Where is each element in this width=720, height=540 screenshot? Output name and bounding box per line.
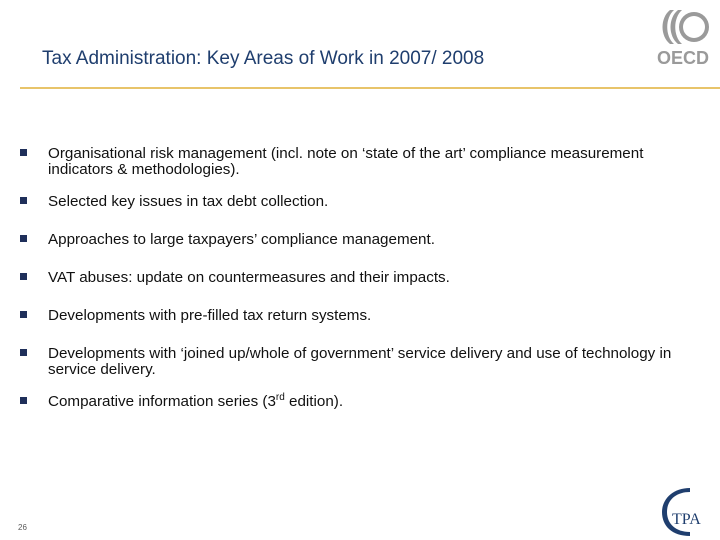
list-item [20, 146, 700, 194]
bullet-text: Approaches to large taxpayers’ compliance management. [48, 231, 435, 248]
ctpa-logo [660, 486, 716, 538]
oecd-logo [650, 4, 716, 70]
bullet-square-icon [20, 397, 27, 404]
list-item [20, 308, 700, 346]
bullet-text: Developments with pre-filled tax return systems. [48, 307, 372, 324]
oecd-logo-text: OECD [656, 48, 710, 68]
list-item [20, 270, 700, 308]
bullet-text [48, 393, 343, 410]
bullet-square-icon [20, 273, 27, 280]
list-item [20, 194, 700, 232]
bullet-square-icon [20, 349, 27, 356]
list-item [20, 346, 700, 394]
page-number: 26 [18, 523, 27, 532]
bullet-text: Selected key issues in tax debt collection. [48, 193, 329, 210]
oecd-logo-mark [663, 10, 710, 44]
bullet-list [20, 146, 700, 414]
bullet-square-icon [20, 197, 27, 204]
title-rule [20, 87, 720, 89]
bullet-text-start: Comparative information series (3 [48, 393, 276, 410]
bullet-square-icon [20, 235, 27, 242]
bullet-text-end: edition). [284, 393, 344, 410]
bullet-text: Organisational risk management (incl. note on ‘state of the art’ compliance measurement indicators & methodologies). [48, 145, 644, 178]
bullet-square-icon [20, 311, 27, 318]
slide-title: Tax Administration: Key Areas of Work in 2007/ 2008 [42, 48, 485, 69]
ordinal-suffix: rd [275, 391, 285, 403]
ctpa-logo-text: TPA [672, 511, 701, 528]
bullet-text: VAT abuses: update on countermeasures and their impacts. [48, 269, 450, 286]
list-item [20, 391, 700, 414]
bullet-text: Developments with ‘joined up/whole of government’ service delivery and use of technology in service delivery. [48, 345, 672, 378]
bullet-square-icon [20, 149, 27, 156]
list-item [20, 232, 700, 270]
